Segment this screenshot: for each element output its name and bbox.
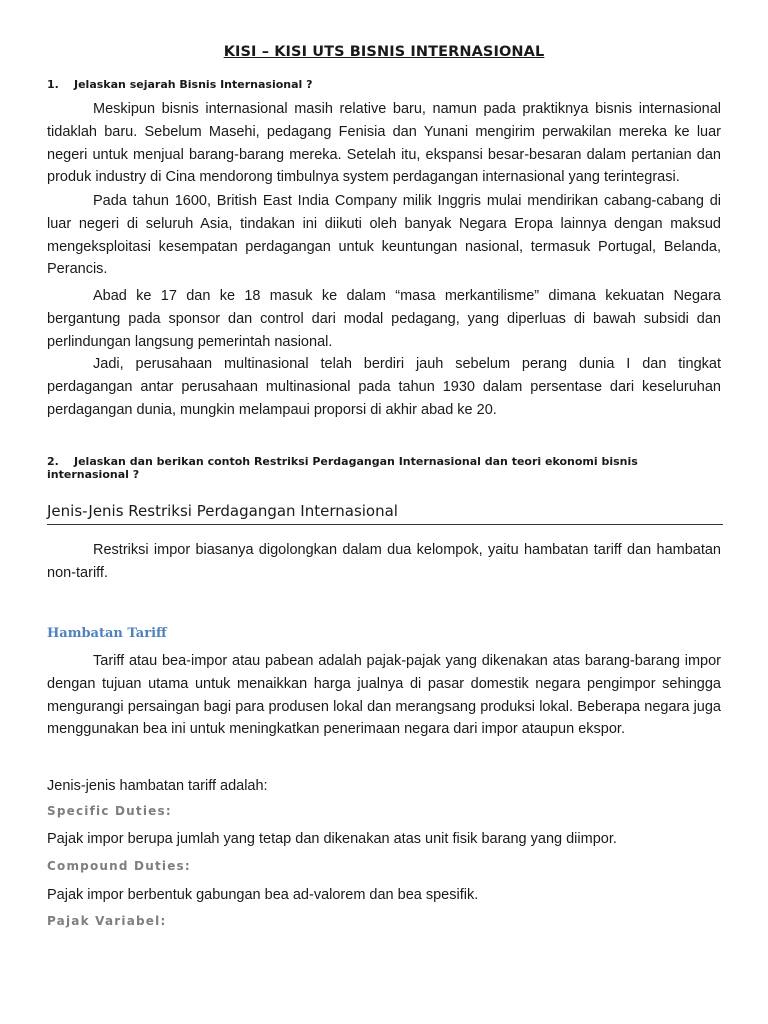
tariff-types-intro: Jenis-jenis hambatan tariff adalah:: [47, 778, 268, 794]
q1-paragraph-3: Abad ke 17 dan ke 18 masuk ke dalam “masa merkantilisme” dimana kekuatan Negara bergantung pada sponsor dan control dari modal pedagang, yang diperluas di bawah subsidi dan perlindungan langsung pemerintah nasional.: [47, 288, 721, 350]
question-1-number: 1.: [47, 78, 59, 91]
q1-paragraph-2: Pada tahun 1600, British East India Company milik Inggris mulai mendirikan cabang-cabang di luar negeri di seluruh Asia, tindakan ini diikuti oleh banyak Negara Eropa lainnya dengan maksud mengeksploitasi kesempatan perdagangan untuk keuntungan nasional, termasuk Portugal, Belanda, Perancis.: [47, 193, 721, 278]
section-heading: Jenis-Jenis Restriksi Perdagangan Internasional: [47, 502, 723, 525]
q1-paragraph-4: Jadi, perusahaan multinasional telah berdiri jauh sebelum perang dunia I dan tingkat perdagangan antar perusahaan multinasional pada tahun 1930 dalam persentase dari keseluruhan perdagangan dunia, mungkin melampaui proporsi di akhir abad ke 20.: [47, 356, 721, 418]
question-1: [47, 78, 723, 91]
question-2: [47, 455, 723, 481]
section-intro-paragraph: Restriksi impor biasanya digolongkan dalam dua kelompok, yaitu hambatan tariff dan hambatan non-tariff.: [47, 542, 721, 581]
question-2-number: 2.: [47, 455, 59, 468]
desc-compound-duties: Pajak impor berbentuk gabungan bea ad-valorem dan bea spesifik.: [47, 887, 479, 903]
question-1-text: Jelaskan sejarah Bisnis Internasional ?: [74, 78, 313, 91]
document-title: KISI – KISI UTS BISNIS INTERNASIONAL: [223, 44, 545, 60]
tariff-paragraph: Tariff atau bea-impor atau pabean adalah pajak-pajak yang dikenakan atas barang-barang impor dengan tujuan utama untuk menaikkan harga jualnya di pasar domestik negara pengimpor sehingga mengurangi persaingan bagi para produsen lokal dan merangsang produksi lokal. Beberapa negara juga menggunakan bea ini untuk meningkatkan penerimaan negara dari impor ataupun ekspor.: [47, 653, 721, 738]
question-2-text: Jelaskan dan berikan contoh Restriksi Perdagangan Internasional dan teori ekonomi bisnis internasional ?: [47, 455, 638, 481]
term-compound-duties: Compound Duties:: [47, 859, 191, 873]
term-pajak-variabel: Pajak Variabel:: [47, 914, 167, 928]
desc-specific-duties: Pajak impor berupa jumlah yang tetap dan dikenakan atas unit fisik barang yang diimpor.: [47, 831, 617, 847]
term-specific-duties: Specific Duties:: [47, 804, 172, 818]
q1-paragraph-1: Meskipun bisnis internasional masih relative baru, namun pada praktiknya bisnis internasional tidaklah baru. Sebelum Masehi, pedagang Fenisia dan Yunani mengirim perwakilan mereka ke luar negeri untuk menjual barang-barang mereka. Setelah itu, ekspansi besar-besaran dalam pertanian dan produk industry di Cina mendorong timbulnya system perdagangan internasional yang terintegrasi.: [47, 101, 721, 186]
hambatan-tariff-heading: Hambatan Tariff: [47, 626, 167, 641]
